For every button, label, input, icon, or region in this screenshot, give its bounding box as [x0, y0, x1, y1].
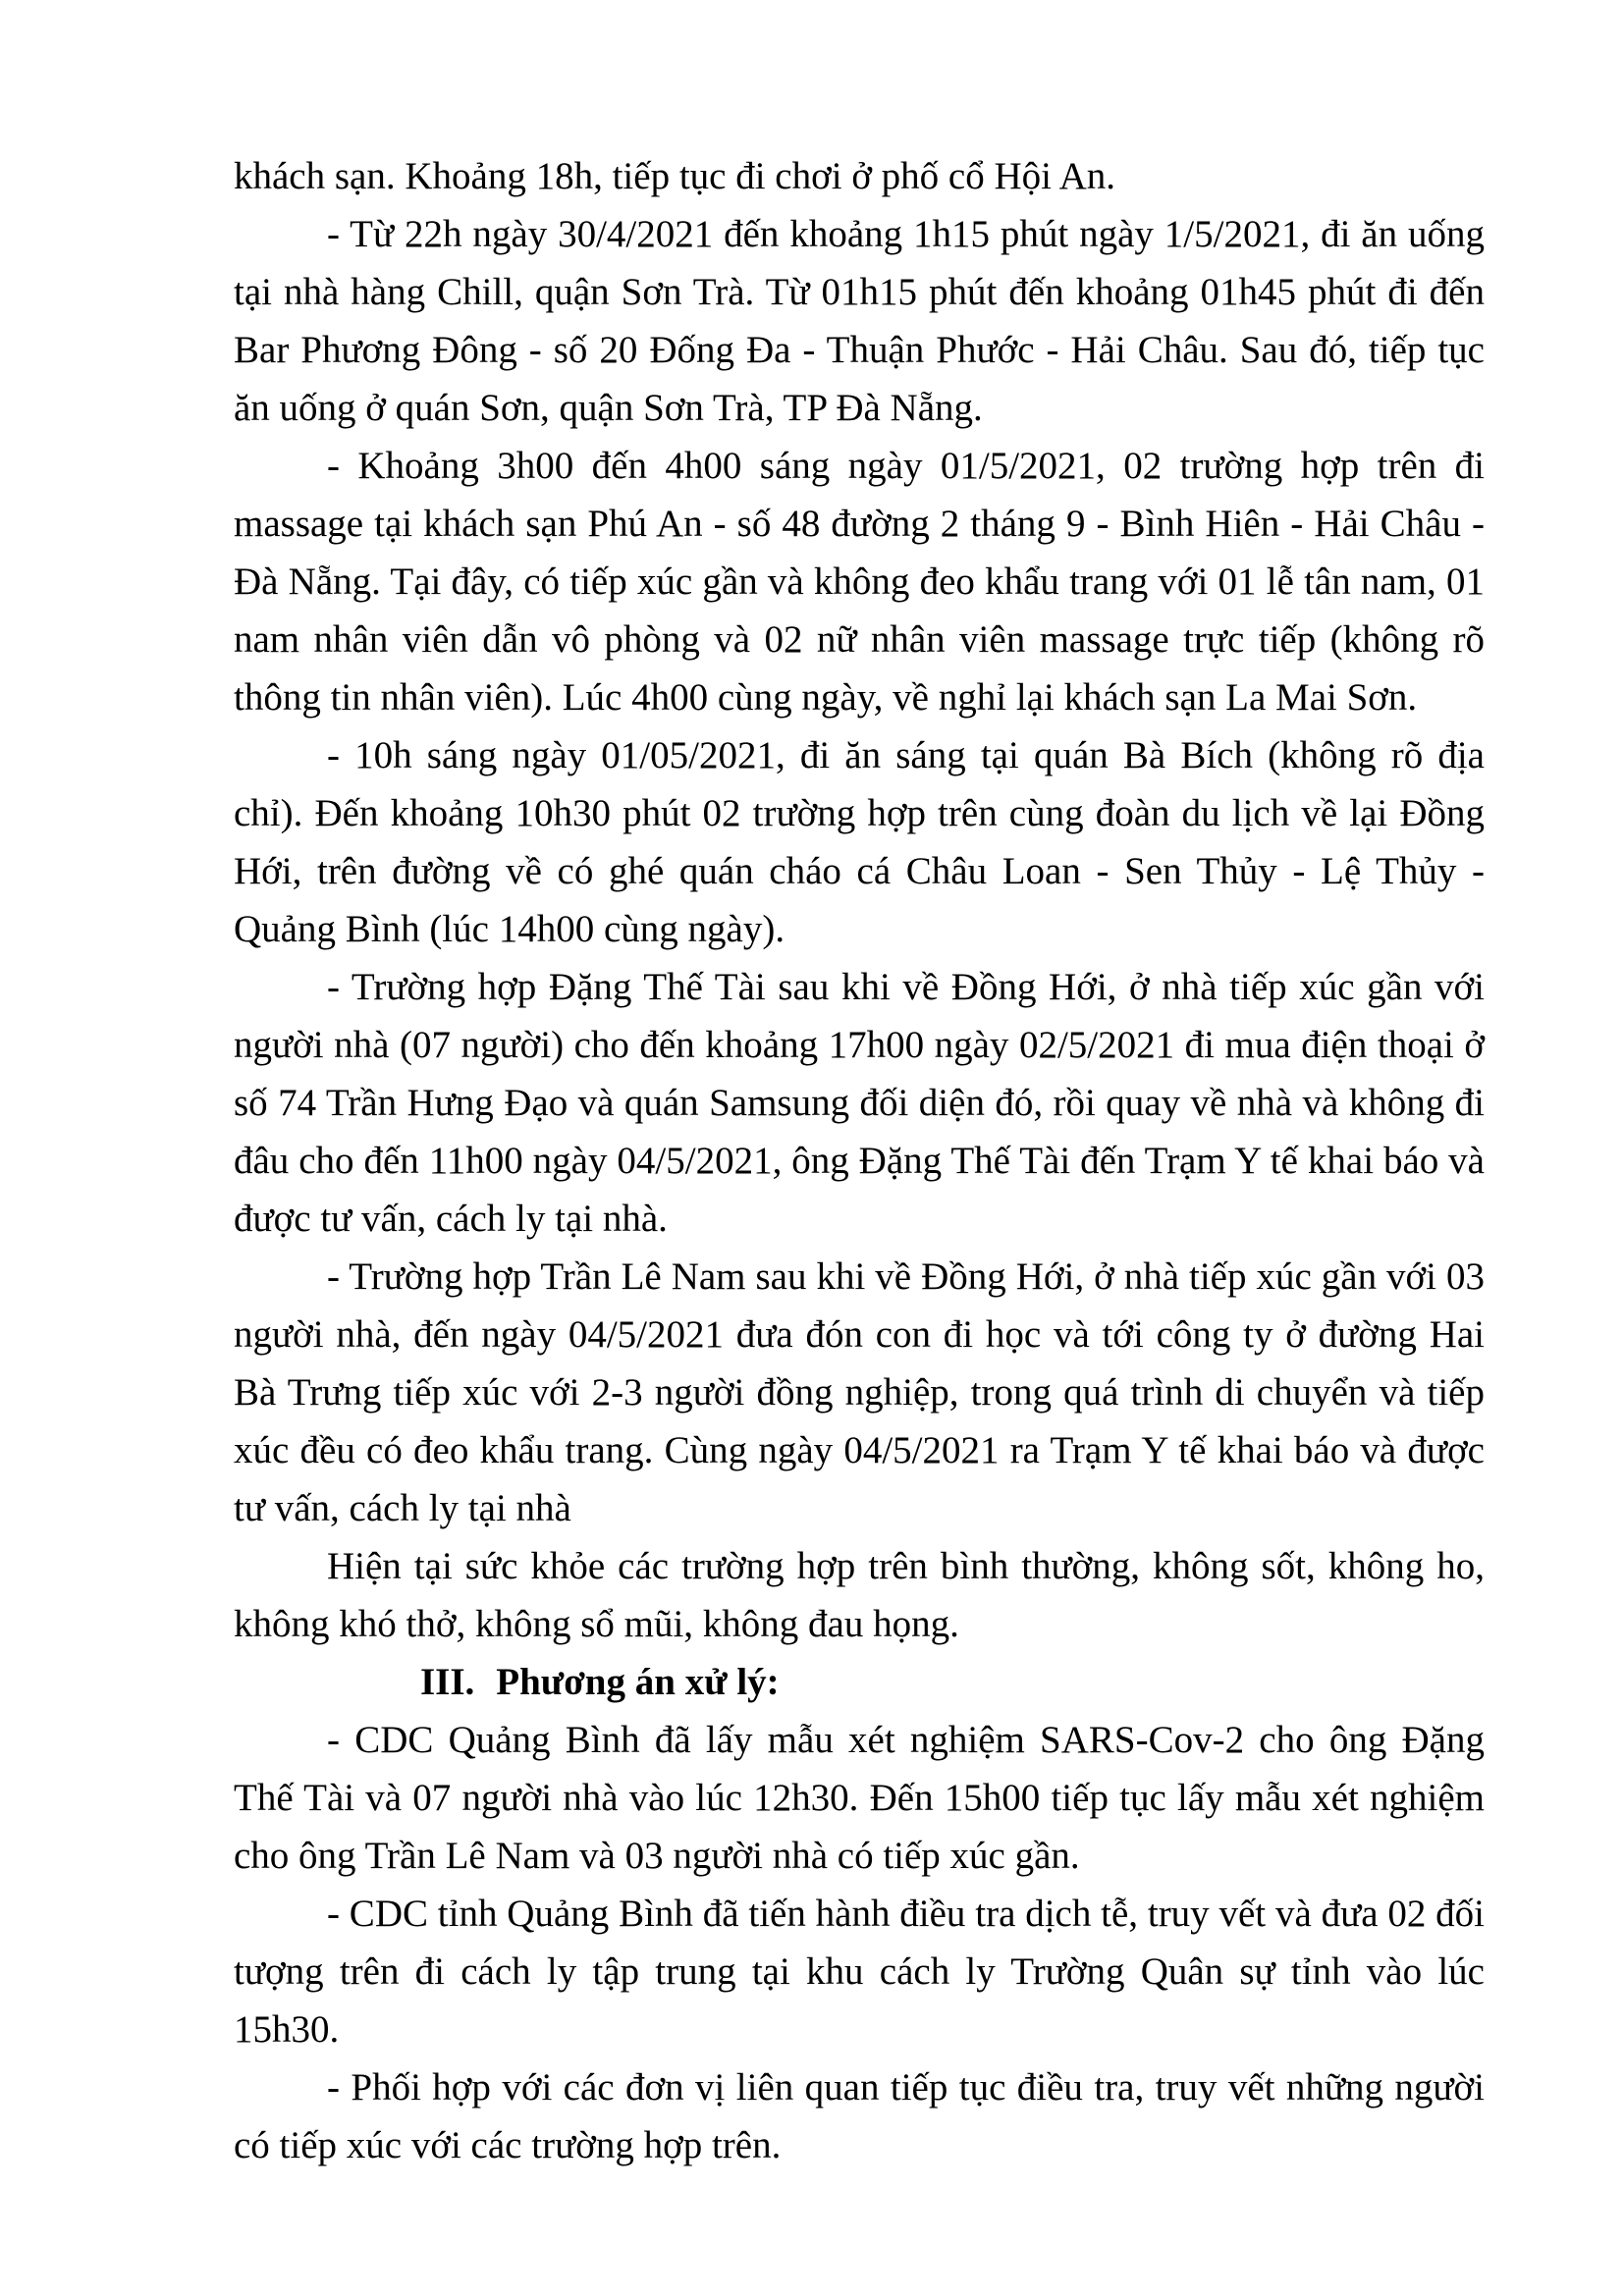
paragraph-action-sampling: - CDC Quảng Bình đã lấy mẫu xét nghiệm SARS-Cov-2 cho ông Đặng Thế Tài và 07 người nhà vào lúc 12h30. Đến 15h00 tiếp tục lấy mẫu xét nghiệm cho ông Trần Lê Nam và 03 người nhà có tiếp xúc gần.: [234, 1719, 1485, 1877]
section-number: III.: [420, 1661, 475, 1703]
paragraph-itinerary-massage: - Khoảng 3h00 đến 4h00 sáng ngày 01/5/2021, 02 trường hợp trên đi massage tại khách sạn Phú An - số 48 đường 2 tháng 9 - Bình Hiên - Hải Châu - Đà Nẵng. Tại đây, có tiếp xúc gần và không đeo khẩu trang với 01 lễ tân nam, 01 nam nhân viên dẫn vô phòng và 02 nữ nhân viên massage trực tiếp (không rõ thông tin nhân viên). Lúc 4h00 cùng ngày, về nghỉ lại khách sạn La Mai Sơn.: [234, 445, 1485, 719]
document-body: [234, 147, 1485, 2174]
paragraph-continuation: khách sạn. Khoảng 18h, tiếp tục đi chơi ở phố cổ Hội An.: [234, 155, 1116, 197]
paragraph-health-status: Hiện tại sức khỏe các trường hợp trên bình thường, không sốt, không ho, không khó thở, không sổ mũi, không đau họng.: [234, 1545, 1485, 1645]
paragraph-case-dang-the-tai: - Trường hợp Đặng Thế Tài sau khi về Đồng Hới, ở nhà tiếp xúc gần với người nhà (07 người) cho đến khoảng 17h00 ngày 02/5/2021 đi mua điện thoại ở số 74 Trần Hưng Đạo và quán Samsung đối diện đó, rồi quay về nhà và không đi đâu cho đến 11h00 ngày 04/5/2021, ông Đặng Thế Tài đến Trạm Y tế khai báo và được tư vấn, cách ly tại nhà.: [234, 966, 1485, 1240]
section-heading: [234, 1653, 1485, 1711]
paragraph-itinerary-chill: - Từ 22h ngày 30/4/2021 đến khoảng 1h15 phút ngày 1/5/2021, đi ăn uống tại nhà hàng Chill, quận Sơn Trà. Từ 01h15 phút đến khoảng 01h45 phút đi đến Bar Phương Đông - số 20 Đống Đa - Thuận Phước - Hải Châu. Sau đó, tiếp tục ăn uống ở quán Sơn, quận Sơn Trà, TP Đà Nẵng.: [234, 213, 1485, 429]
section-title: Phương án xử lý:: [496, 1661, 780, 1703]
paragraph-case-tran-le-nam: - Trường hợp Trần Lê Nam sau khi về Đồng Hới, ở nhà tiếp xúc gần với 03 người nhà, đến ngày 04/5/2021 đưa đón con đi học và tới công ty ở đường Hai Bà Trưng tiếp xúc với 2-3 người đồng nghiệp, trong quá trình di chuyển và tiếp xúc đều có đeo khẩu trang. Cùng ngày 04/5/2021 ra Trạm Y tế khai báo và được tư vấn, cách ly tại nhà: [234, 1255, 1485, 1529]
paragraph-action-tracing: - Phối hợp với các đơn vị liên quan tiếp tục điều tra, truy vết những người có tiếp xúc với các trường hợp trên.: [234, 2066, 1485, 2166]
paragraph-itinerary-breakfast: - 10h sáng ngày 01/05/2021, đi ăn sáng tại quán Bà Bích (không rõ địa chỉ). Đến khoảng 10h30 phút 02 trường hợp trên cùng đoàn du lịch về lại Đồng Hới, trên đường về có ghé quán cháo cá Châu Loan - Sen Thủy - Lệ Thủy - Quảng Bình (lúc 14h00 cùng ngày).: [234, 734, 1485, 950]
paragraph-action-quarantine: - CDC tỉnh Quảng Bình đã tiến hành điều tra dịch tễ, truy vết và đưa 02 đối tượng trên đi cách ly tập trung tại khu cách ly Trường Quân sự tỉnh vào lúc 15h30.: [234, 1893, 1485, 2051]
